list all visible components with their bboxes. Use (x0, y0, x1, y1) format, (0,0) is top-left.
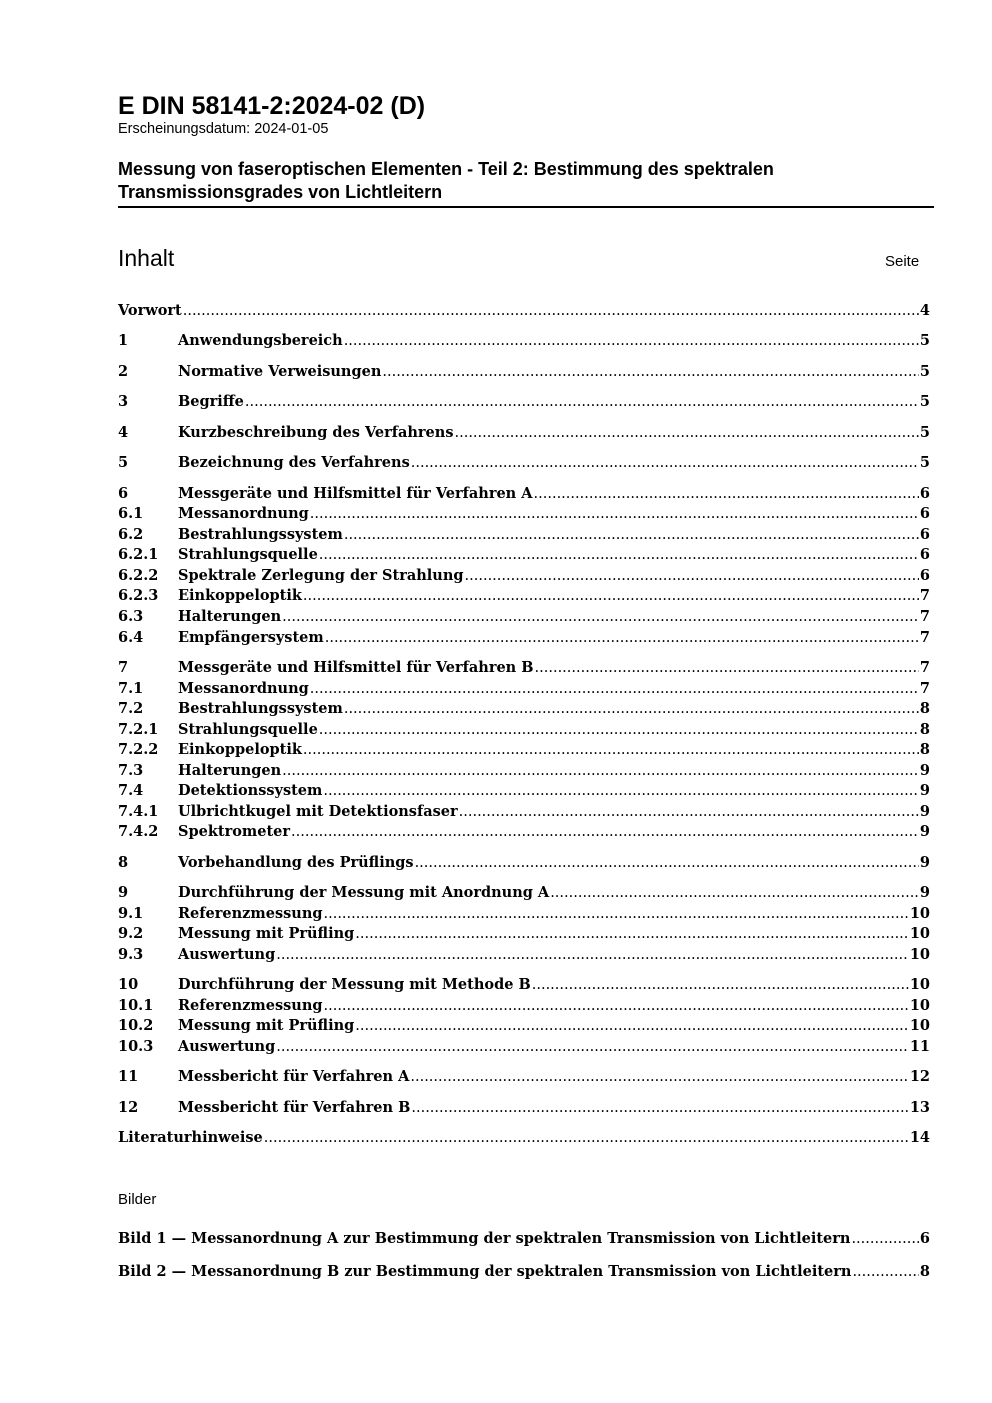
toc-entry-title: Messung mit Prüfling (178, 1017, 355, 1034)
toc-entry-number: 6.3 (118, 608, 144, 625)
toc-entry-number: 6.4 (118, 629, 144, 646)
toc-entry-page: 6 (919, 485, 930, 502)
toc-entry-number: 6 (118, 485, 129, 502)
toc-entry[interactable] (118, 946, 930, 966)
toc-entry-title: Kurzbeschreibung des Verfahrens (178, 424, 454, 441)
dot-leader (410, 1068, 908, 1085)
toc-entry-page: 8 (919, 741, 930, 758)
toc-entry[interactable] (118, 803, 930, 823)
toc-entry-page: 6 (919, 567, 930, 584)
dot-leader (344, 332, 919, 349)
toc-entry[interactable] (118, 925, 930, 945)
dot-leader (183, 302, 919, 319)
figure-entry-page: 8 (919, 1263, 930, 1280)
toc-entry-title: Halterungen (178, 608, 282, 625)
toc-entry-number: 6.1 (118, 505, 144, 522)
toc-entry-title: Auswertung (178, 1038, 276, 1055)
dot-leader (415, 854, 919, 871)
toc-entry-title: Einkoppeloptik (178, 741, 302, 758)
toc-entry-title: Anwendungsbereich (178, 332, 343, 349)
toc-entry[interactable] (118, 884, 930, 904)
toc-entry[interactable] (118, 608, 930, 628)
dot-leader (310, 680, 919, 697)
toc-entry-title: Strahlungsquelle (178, 546, 318, 563)
toc-entry[interactable] (118, 721, 930, 741)
toc-entry-number: 7.3 (118, 762, 144, 779)
publication-date: Erscheinungsdatum: 2024-01-05 (118, 121, 329, 137)
dot-leader (324, 997, 909, 1014)
toc-entry-number: 6.2 (118, 526, 144, 543)
dot-leader (355, 925, 909, 942)
dot-leader (411, 454, 919, 471)
toc-entry[interactable] (118, 997, 930, 1017)
toc-entry-number: 6.2.2 (118, 567, 159, 584)
toc-entry-number: 9.3 (118, 946, 144, 963)
dot-leader (319, 546, 919, 563)
dot-leader (323, 782, 919, 799)
toc-entry-title: Begriffe (178, 393, 244, 410)
toc-entry-page: 5 (919, 332, 930, 349)
toc-entry-page: 12 (909, 1068, 930, 1085)
dot-leader (344, 526, 919, 543)
toc-entry-title: Durchführung der Messung mit Methode B (178, 976, 531, 993)
figure-entry[interactable] (118, 1263, 930, 1283)
toc-entry-page: 9 (919, 884, 930, 901)
figure-entry-page: 6 (919, 1230, 930, 1247)
toc-entry[interactable] (118, 567, 930, 587)
toc-entry-page: 7 (919, 680, 930, 697)
toc-entry-title: Empfängersystem (178, 629, 324, 646)
toc-entry-title: Messbericht für Verfahren A (178, 1068, 410, 1085)
toc-entry-title: Messgeräte und Hilfsmittel für Verfahren B (178, 659, 534, 676)
toc-entry[interactable] (118, 505, 930, 525)
toc-entry[interactable] (118, 1038, 930, 1058)
toc-entry-page: 5 (919, 454, 930, 471)
toc-entry-title: Spektrometer (178, 823, 291, 840)
toc-entry-title: Referenzmessung (178, 997, 323, 1014)
toc-entry[interactable] (118, 680, 930, 700)
dot-leader (303, 741, 919, 758)
toc-entry[interactable] (118, 302, 930, 322)
dot-leader (382, 363, 919, 380)
dot-leader (282, 762, 919, 779)
toc-entry-page: 6 (919, 526, 930, 543)
figure-entry-title: Bild 1 — Messanordnung A zur Bestimmung der spektralen Transmission von Lichtleitern (118, 1230, 851, 1247)
dot-leader (310, 505, 919, 522)
toc-entry-number: 12 (118, 1099, 139, 1116)
toc-entry-page: 10 (909, 997, 930, 1014)
toc-entry[interactable] (118, 1099, 930, 1119)
document-title-line-2: Transmissionsgrades von Lichtleitern (118, 182, 443, 202)
dot-leader (851, 1230, 918, 1247)
dot-leader (459, 803, 919, 820)
toc-entry[interactable] (118, 363, 930, 383)
toc-entry[interactable] (118, 587, 930, 607)
dot-leader (319, 721, 919, 738)
toc-entry[interactable] (118, 905, 930, 925)
dot-leader (355, 1017, 909, 1034)
document-title (118, 158, 934, 208)
dot-leader (532, 976, 909, 993)
toc-entry[interactable] (118, 823, 930, 843)
toc-entry-page: 6 (919, 505, 930, 522)
toc-entry[interactable] (118, 659, 930, 679)
dot-leader (324, 905, 909, 922)
toc-entry-page: 7 (919, 629, 930, 646)
toc-entry-number: 3 (118, 393, 129, 410)
toc-entry-page: 5 (919, 363, 930, 380)
dot-leader (535, 659, 919, 676)
toc-entry-number: 7.4 (118, 782, 144, 799)
toc-entry-number: 7.2.2 (118, 741, 159, 758)
toc-entry-title: Literaturhinweise (118, 1129, 263, 1146)
dot-leader (303, 587, 919, 604)
dot-leader (291, 823, 919, 840)
toc-entry-page: 9 (919, 823, 930, 840)
toc-entry-page: 5 (919, 424, 930, 441)
toc-entry-number: 7.4.2 (118, 823, 159, 840)
toc-entry-title: Messanordnung (178, 680, 309, 697)
toc-entry-number: 6.2.3 (118, 587, 159, 604)
toc-entry-number: 9.1 (118, 905, 144, 922)
toc-entry-title: Spektrale Zerlegung der Strahlung (178, 567, 464, 584)
toc-entry-page: 9 (919, 803, 930, 820)
toc-entry-number: 9.2 (118, 925, 144, 942)
toc-entry[interactable] (118, 629, 930, 649)
document-title-line-1: Messung von faseroptischen Elementen - Teil 2: Bestimmung des spektralen (118, 159, 774, 179)
toc-entry-page: 5 (919, 393, 930, 410)
dot-leader (465, 567, 919, 584)
toc-entry-title: Messbericht für Verfahren B (178, 1099, 411, 1116)
toc-entry-page: 13 (909, 1099, 930, 1116)
toc-entry[interactable] (118, 976, 930, 996)
toc-entry[interactable] (118, 1017, 930, 1037)
toc-entry-title: Messanordnung (178, 505, 309, 522)
toc-entry[interactable] (118, 454, 930, 474)
toc-entry[interactable] (118, 741, 930, 761)
dot-leader (411, 1099, 908, 1116)
dot-leader (325, 629, 919, 646)
toc-entry[interactable] (118, 332, 930, 352)
toc-entry-title: Bestrahlungssystem (178, 526, 343, 543)
toc-entry-page: 10 (909, 905, 930, 922)
toc-entry[interactable] (118, 854, 930, 874)
toc-entry-page: 7 (919, 608, 930, 625)
toc-entry-page: 7 (919, 659, 930, 676)
toc-entry-title: Strahlungsquelle (178, 721, 318, 738)
toc-entry-page: 4 (919, 302, 930, 319)
dot-leader (245, 393, 919, 410)
toc-entry-number: 7.4.1 (118, 803, 159, 820)
figure-entry[interactable] (118, 1230, 930, 1250)
toc-entry-number: 4 (118, 424, 129, 441)
dot-leader (276, 946, 909, 963)
toc-entry-page: 8 (919, 700, 930, 717)
dot-leader (455, 424, 919, 441)
toc-entry-number: 10.3 (118, 1038, 154, 1055)
toc-entry-title: Vorwort (118, 302, 182, 319)
toc-entry-page: 14 (909, 1129, 930, 1146)
toc-entry-page: 8 (919, 721, 930, 738)
toc-entry[interactable] (118, 762, 930, 782)
toc-heading: Inhalt (118, 245, 175, 271)
toc-entry-number: 10.1 (118, 997, 154, 1014)
toc-entry-title: Ulbrichtkugel mit Detektionsfaser (178, 803, 458, 820)
toc-entry-title: Bezeichnung des Verfahrens (178, 454, 410, 471)
toc-entry-title: Halterungen (178, 762, 282, 779)
toc-entry-title: Vorbehandlung des Prüflings (178, 854, 414, 871)
toc-entry-number: 10 (118, 976, 139, 993)
page-column-label: Seite (885, 253, 920, 270)
toc-entry-title: Detektionssystem (178, 782, 323, 799)
toc-entry-number: 11 (118, 1068, 139, 1085)
toc-entry-page: 10 (909, 976, 930, 993)
toc-entry-number: 7.1 (118, 680, 144, 697)
toc-entry-page: 6 (919, 546, 930, 563)
toc-entry-title: Auswertung (178, 946, 276, 963)
toc-entry-title: Referenzmessung (178, 905, 323, 922)
toc-entry-number: 9 (118, 884, 129, 901)
figure-entry-title: Bild 2 — Messanordnung B zur Bestimmung der spektralen Transmission von Lichtleitern (118, 1263, 852, 1280)
toc-entry-page: 10 (909, 925, 930, 942)
toc-entry-title: Messgeräte und Hilfsmittel für Verfahren A (178, 485, 533, 502)
figures-heading: Bilder (118, 1191, 157, 1208)
toc-entry-number: 5 (118, 454, 129, 471)
toc-entry[interactable] (118, 700, 930, 720)
toc-entry[interactable] (118, 1068, 930, 1088)
toc-entry[interactable] (118, 546, 930, 566)
toc-entry[interactable] (118, 424, 930, 444)
toc-entry-page: 9 (919, 854, 930, 871)
toc-entry-number: 8 (118, 854, 129, 871)
toc-entry-title: Einkoppeloptik (178, 587, 302, 604)
toc-entry-page: 7 (919, 587, 930, 604)
toc-entry-page: 10 (909, 946, 930, 963)
toc-entry-number: 6.2.1 (118, 546, 159, 563)
toc-entry-number: 7 (118, 659, 129, 676)
toc-entry-page: 9 (919, 782, 930, 799)
document-id: E DIN 58141-2:2024-02 (D) (118, 92, 426, 120)
dot-leader (344, 700, 919, 717)
toc-entry-title: Bestrahlungssystem (178, 700, 343, 717)
dot-leader (276, 1038, 909, 1055)
toc-entry-page: 9 (919, 762, 930, 779)
toc-entry-number: 2 (118, 363, 129, 380)
dot-leader (282, 608, 919, 625)
toc-entry-title: Messung mit Prüfling (178, 925, 355, 942)
toc-entry[interactable] (118, 526, 930, 546)
toc-entry[interactable] (118, 782, 930, 802)
toc-entry[interactable] (118, 393, 930, 413)
toc-entry-number: 1 (118, 332, 129, 349)
toc-entry-number: 10.2 (118, 1017, 154, 1034)
toc-entry-number: 7.2 (118, 700, 144, 717)
toc-entry-title: Normative Verweisungen (178, 363, 382, 380)
toc-entry-number: 7.2.1 (118, 721, 159, 738)
toc-entry-title: Durchführung der Messung mit Anordnung A (178, 884, 550, 901)
toc-entry-page: 10 (909, 1017, 930, 1034)
toc-entry[interactable] (118, 485, 930, 505)
dot-leader (264, 1129, 909, 1146)
dot-leader (550, 884, 919, 901)
toc-entry-page: 11 (909, 1038, 930, 1055)
dot-leader (852, 1263, 918, 1280)
toc-entry[interactable] (118, 1129, 930, 1149)
dot-leader (534, 485, 919, 502)
